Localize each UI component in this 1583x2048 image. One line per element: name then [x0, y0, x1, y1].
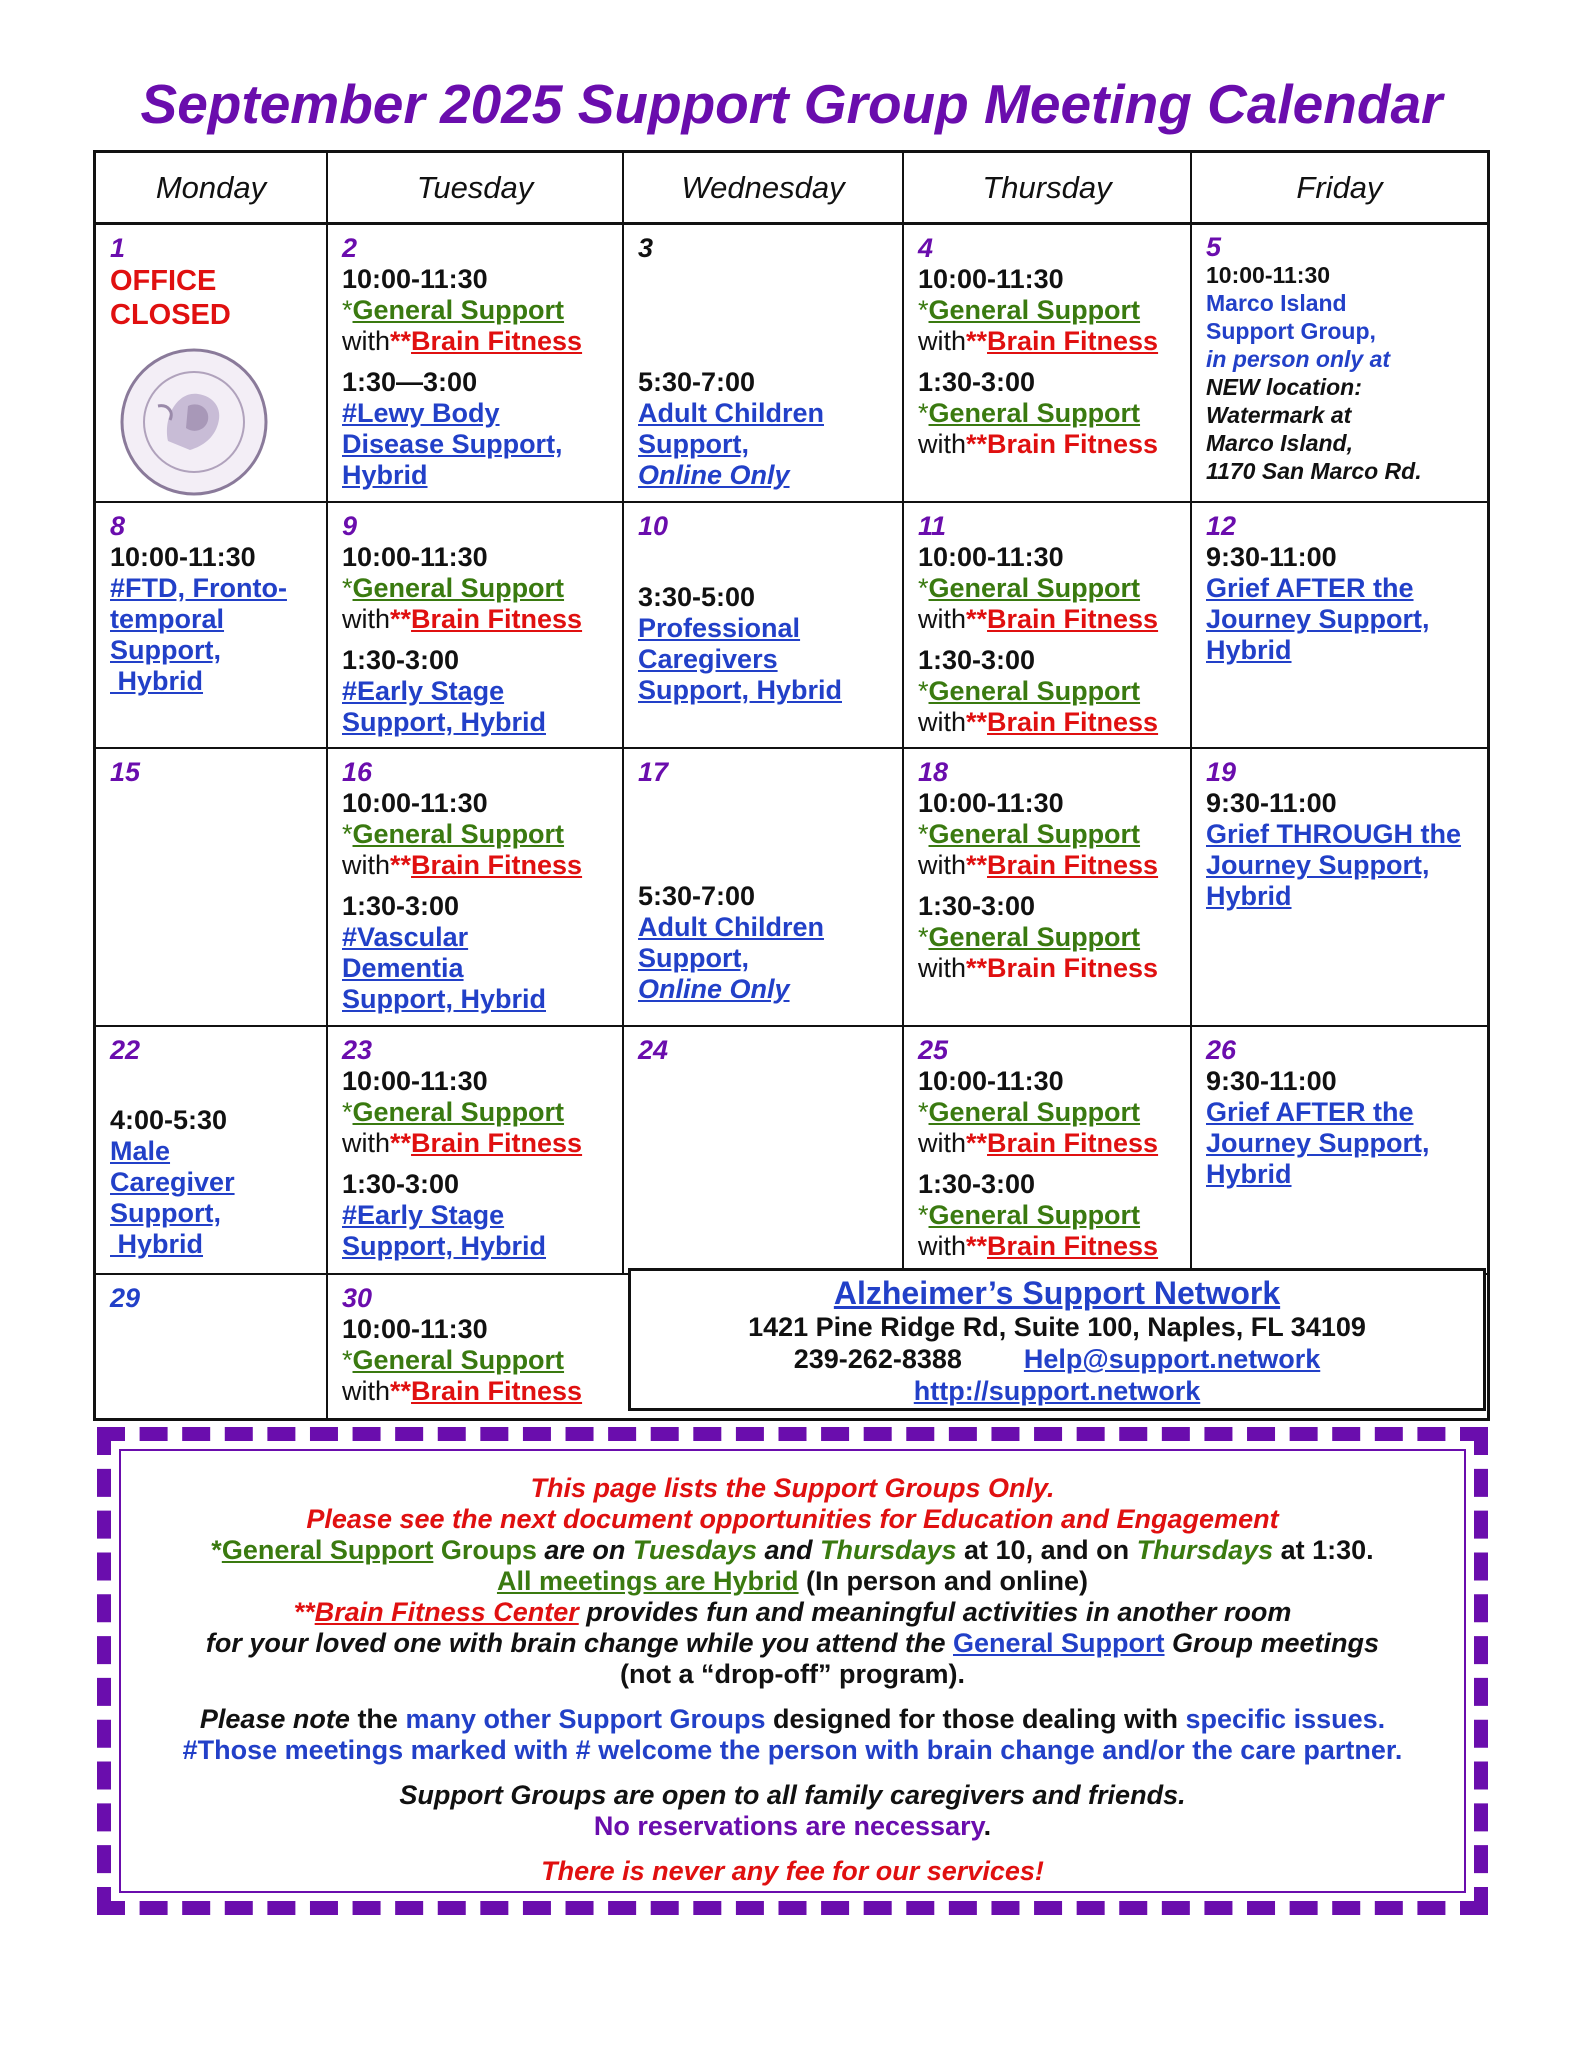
- bf-prefix: **: [966, 1231, 988, 1261]
- website-link[interactable]: http://support.network: [913, 1376, 1201, 1406]
- notes-text: Thursdays: [819, 1535, 957, 1565]
- organization-link[interactable]: Alzheimer’s Support Network: [833, 1275, 1281, 1311]
- day-cell: [328, 749, 624, 1025]
- general-support-link[interactable]: General Support: [352, 295, 565, 325]
- day-cell: [624, 1027, 904, 1273]
- general-prefix: *: [342, 1097, 353, 1127]
- day-number: 18: [918, 757, 949, 787]
- meeting-time: 10:00-11:30: [342, 264, 488, 294]
- day-number: 17: [638, 757, 669, 787]
- general-support-line: [918, 398, 1176, 429]
- phone-text: 239-262-8388: [793, 1344, 962, 1374]
- brain-fitness-link[interactable]: Brain Fitness: [987, 326, 1159, 356]
- adult-children-link[interactable]: Adult Children: [638, 398, 824, 428]
- day-cell: [328, 1027, 624, 1273]
- meeting-time: 1:30-3:00: [342, 891, 460, 921]
- adult-children-link[interactable]: Online Only: [638, 974, 790, 1004]
- meeting-time: 1:30-3:00: [918, 367, 1036, 397]
- general-prefix: *: [918, 819, 929, 849]
- notes-line: #Those meetings marked with # welcome the person with brain change and/or the care partner.: [182, 1735, 1403, 1765]
- day-number: 19: [1206, 757, 1237, 787]
- notes-text: specific issues.: [1185, 1704, 1386, 1734]
- brain-fitness-link[interactable]: Brain Fitness: [987, 1231, 1159, 1261]
- bf-prefix: **: [966, 429, 988, 459]
- day-cell: [328, 225, 624, 501]
- meeting-time: 10:00-11:30: [342, 542, 488, 572]
- notes-text: Group meetings: [1164, 1628, 1380, 1658]
- notes-text: (In person and online): [798, 1566, 1089, 1596]
- contact-info-box: [628, 1268, 1486, 1411]
- location-text: Watermark at: [1206, 402, 1352, 428]
- brain-fitness-line: [342, 604, 608, 635]
- brain-fitness-line: [918, 850, 1176, 881]
- general-prefix: *: [342, 1345, 353, 1375]
- with-text: with: [918, 1128, 967, 1158]
- general-support-link[interactable]: General Support: [352, 573, 565, 603]
- bf-prefix: **: [390, 326, 412, 356]
- meeting-time: 1:30-3:00: [918, 1169, 1036, 1199]
- address-text: 1421 Pine Ridge Rd, Suite 100, Naples, FL 34109: [748, 1312, 1366, 1342]
- notes-box: [97, 1427, 1488, 1915]
- grief-after-link[interactable]: Hybrid: [1206, 1159, 1292, 1189]
- meeting-time: 10:00-11:30: [918, 1066, 1064, 1096]
- header-tuesday: Tuesday: [328, 153, 624, 222]
- day-number: 26: [1206, 1035, 1237, 1065]
- brain-fitness-link[interactable]: Brain Fitness: [987, 707, 1159, 737]
- notes-text: are on: [544, 1535, 633, 1565]
- day-cell: [1192, 749, 1487, 1025]
- general-prefix: *: [918, 1200, 929, 1230]
- day-cell: [328, 1275, 624, 1418]
- with-text: with: [918, 850, 967, 880]
- notes-line: [121, 1811, 1464, 1842]
- header-monday: Monday: [96, 153, 328, 222]
- bf-prefix: **: [966, 604, 988, 634]
- general-support-link[interactable]: General Support: [352, 1097, 565, 1127]
- location-text: 1170 San Marco Rd.: [1206, 458, 1422, 484]
- bf-prefix: **: [966, 1128, 988, 1158]
- brain-fitness-line: [918, 1231, 1176, 1262]
- brain-fitness-line: [918, 326, 1176, 357]
- early-stage-link[interactable]: Support, Hybrid: [342, 1231, 546, 1261]
- general-support-link[interactable]: General Support: [928, 1097, 1141, 1127]
- day-cell: [904, 749, 1192, 1025]
- notes-line: Support Groups are open to all family caregivers and friends.: [399, 1780, 1186, 1810]
- brain-fitness-link[interactable]: Brain Fitness: [411, 326, 583, 356]
- day-number: 10: [638, 511, 669, 541]
- email-link[interactable]: Help@support.network: [1023, 1344, 1321, 1374]
- calendar-grid: [93, 150, 1490, 1421]
- notes-line: [121, 1535, 1464, 1566]
- notes-content: [119, 1449, 1466, 1893]
- with-text: with: [918, 1231, 967, 1261]
- marco-island-text: Marco Island: [1206, 290, 1347, 316]
- meeting-time: 10:00-11:30: [342, 1314, 488, 1344]
- day-number: 9: [342, 511, 358, 541]
- week-row: [96, 749, 1487, 1027]
- general-support-line: [918, 573, 1176, 604]
- notes-line: [121, 1704, 1464, 1735]
- with-text: with: [918, 707, 967, 737]
- day-cell: [96, 225, 328, 501]
- bf-prefix: **: [966, 850, 988, 880]
- star-prefix: *: [211, 1535, 222, 1565]
- header-friday: Friday: [1296, 169, 1383, 205]
- with-text: with: [342, 1128, 391, 1158]
- day-number: 30: [342, 1283, 373, 1313]
- brain-fitness-center-link[interactable]: Brain Fitness Center: [314, 1597, 579, 1627]
- day-number: 4: [918, 233, 934, 263]
- general-prefix: *: [342, 819, 353, 849]
- meeting-time: 10:00-11:30: [110, 542, 256, 572]
- general-prefix: *: [918, 573, 929, 603]
- brain-fitness-line: [918, 429, 1176, 460]
- vascular-dementia-link[interactable]: Dementia: [342, 953, 464, 983]
- grief-through-link[interactable]: Hybrid: [1206, 881, 1292, 911]
- general-support-line: [342, 573, 608, 604]
- brain-fitness-line: [342, 1376, 610, 1407]
- notes-text: for your loved one with brain change while you attend the: [205, 1628, 953, 1658]
- notes-text: Please note: [199, 1704, 350, 1734]
- notes-line: (not a “drop-off” program).: [620, 1659, 965, 1689]
- location-text: Marco Island,: [1206, 430, 1353, 456]
- brain-fitness-link[interactable]: Brain Fitness: [987, 850, 1159, 880]
- ftd-support-link[interactable]: #FTD, Fronto-: [110, 573, 287, 603]
- general-prefix: *: [918, 295, 929, 325]
- general-support-link[interactable]: General Support: [928, 1200, 1141, 1230]
- with-text: with: [342, 850, 391, 880]
- day-cell: [904, 225, 1192, 501]
- notes-text: Groups: [433, 1535, 545, 1565]
- grief-after-link[interactable]: Grief AFTER the: [1206, 1097, 1414, 1127]
- office-closed-text: CLOSED: [110, 299, 231, 331]
- notes-line: Please see the next document opportunities for Education and Engagement: [306, 1504, 1279, 1534]
- star-prefix: **: [293, 1597, 315, 1627]
- brain-fitness-line: [918, 1128, 1176, 1159]
- notes-text: at 1:30.: [1273, 1535, 1374, 1565]
- bf-prefix: **: [966, 707, 988, 737]
- general-support-link[interactable]: General Support: [953, 1628, 1165, 1658]
- general-support-link[interactable]: General Support: [928, 676, 1141, 706]
- day-cell: [624, 503, 904, 747]
- notes-text: many other Support Groups: [405, 1704, 766, 1734]
- day-cell: [1192, 503, 1487, 747]
- day-cell: [328, 503, 624, 747]
- meeting-time: 1:30-3:00: [342, 645, 460, 675]
- page-title: September 2025 Support Group Meeting Calendar: [140, 73, 1443, 135]
- bf-prefix: **: [966, 953, 988, 983]
- general-support-link[interactable]: General Support: [352, 1345, 565, 1375]
- notes-text: Thursdays: [1136, 1535, 1274, 1565]
- general-support-line: [918, 295, 1176, 326]
- vascular-dementia-link[interactable]: #Vascular: [342, 922, 469, 952]
- brain-fitness-line: [342, 850, 608, 881]
- bf-prefix: **: [390, 850, 412, 880]
- grief-after-link[interactable]: Hybrid: [1206, 635, 1292, 665]
- male-caregiver-link[interactable]: Support,: [110, 1198, 221, 1228]
- notes-line: [121, 1597, 1464, 1628]
- day-number: 12: [1206, 511, 1237, 541]
- day-cell: [96, 1275, 328, 1418]
- notes-text: designed for those dealing with: [765, 1704, 1186, 1734]
- brain-fitness-line: [342, 326, 608, 357]
- meeting-time: 10:00-11:30: [918, 542, 1064, 572]
- notes-text: the: [349, 1704, 406, 1734]
- bf-prefix: **: [390, 1376, 412, 1406]
- day-cell: [624, 225, 904, 501]
- brain-fitness-link[interactable]: Brain Fitness: [411, 1128, 583, 1158]
- office-closed-text: OFFICE: [110, 265, 217, 297]
- lewy-body-link[interactable]: #Lewy Body: [342, 398, 500, 428]
- brain-fitness-line: [918, 953, 1176, 984]
- marco-island-text: Support Group,: [1206, 318, 1376, 344]
- general-support-link[interactable]: General Support: [928, 295, 1141, 325]
- day-number: 5: [1206, 232, 1222, 262]
- meeting-time: 1:30-3:00: [918, 645, 1036, 675]
- general-prefix: *: [918, 398, 929, 428]
- general-prefix: *: [918, 676, 929, 706]
- grief-through-link[interactable]: Journey Support,: [1206, 850, 1430, 880]
- grief-after-link[interactable]: Grief AFTER the: [1206, 573, 1414, 603]
- male-caregiver-link[interactable]: Hybrid: [110, 1229, 204, 1259]
- brain-fitness-link[interactable]: Brain Fitness: [987, 604, 1159, 634]
- marco-island-text: in person only at: [1206, 346, 1391, 372]
- general-support-line: [918, 1200, 1176, 1231]
- meeting-time: 10:00-11:30: [342, 788, 488, 818]
- day-cell: [904, 1027, 1192, 1273]
- day-number: 1: [110, 233, 126, 263]
- brain-fitness-text: Brain Fitness: [987, 953, 1159, 983]
- meeting-time: 9:30-11:00: [1206, 1066, 1337, 1096]
- day-number: 25: [918, 1035, 949, 1065]
- notes-text: provides fun and meaningful activities in another room: [578, 1597, 1292, 1627]
- notes-line: [121, 1628, 1464, 1659]
- organization-logo: [118, 346, 270, 498]
- day-number: 2: [342, 233, 358, 263]
- week-row: [96, 1027, 1487, 1275]
- meeting-time: 3:30-5:00: [638, 582, 756, 612]
- notes-line: [121, 1566, 1464, 1597]
- general-support-link[interactable]: General Support: [221, 1535, 434, 1565]
- day-number: 15: [110, 757, 141, 787]
- notes-line: This page lists the Support Groups Only.: [530, 1473, 1055, 1503]
- day-number: 24: [638, 1035, 669, 1065]
- meeting-time: 10:00-11:30: [918, 264, 1064, 294]
- day-number: 11: [918, 511, 947, 541]
- day-cell: [624, 749, 904, 1025]
- notes-text: .: [983, 1811, 992, 1841]
- brain-fitness-link[interactable]: Brain Fitness: [411, 850, 583, 880]
- bf-prefix: **: [966, 326, 988, 356]
- day-cell: [96, 503, 328, 747]
- brain-fitness-text: Brain Fitness: [987, 429, 1159, 459]
- adult-children-link[interactable]: Support,: [638, 429, 749, 459]
- general-support-line: [918, 922, 1176, 953]
- notes-text: Tuesdays: [632, 1535, 757, 1565]
- day-number: 8: [110, 511, 126, 541]
- with-text: with: [918, 326, 967, 356]
- professional-caregivers-link[interactable]: Caregivers: [638, 644, 778, 674]
- hybrid-link[interactable]: All meetings are Hybrid: [496, 1566, 799, 1596]
- meeting-time: 5:30-7:00: [638, 367, 756, 397]
- general-support-line: [342, 819, 608, 850]
- header-thursday: Thursday: [904, 153, 1192, 222]
- meeting-time: 1:30-3:00: [918, 891, 1036, 921]
- brain-fitness-link[interactable]: Brain Fitness: [987, 1128, 1159, 1158]
- meeting-time: 10:00-11:30: [342, 1066, 488, 1096]
- notes-text: No reservations are necessary: [593, 1811, 984, 1841]
- calendar-header-row: [96, 153, 1487, 225]
- general-prefix: *: [918, 922, 929, 952]
- general-support-link[interactable]: General Support: [928, 819, 1141, 849]
- grief-through-link[interactable]: Grief THROUGH the: [1206, 819, 1462, 849]
- general-prefix: *: [342, 295, 353, 325]
- with-text: with: [342, 1376, 391, 1406]
- with-text: with: [918, 953, 967, 983]
- early-stage-link[interactable]: Support, Hybrid: [342, 707, 546, 737]
- day-cell: [96, 1027, 328, 1273]
- notes-text: and: [756, 1535, 820, 1565]
- general-support-link[interactable]: General Support: [928, 573, 1141, 603]
- with-text: with: [342, 326, 391, 356]
- day-number: 3: [638, 233, 654, 263]
- professional-caregivers-link[interactable]: Support, Hybrid: [638, 675, 842, 705]
- contact-line: [631, 1343, 1483, 1375]
- ftd-support-link[interactable]: Hybrid: [110, 666, 204, 696]
- general-support-link[interactable]: General Support: [928, 398, 1141, 428]
- general-prefix: *: [342, 573, 353, 603]
- day-number: 22: [110, 1035, 141, 1065]
- meeting-time: 1:30—3:00: [342, 367, 478, 397]
- day-cell: [96, 749, 328, 1025]
- week-row: [96, 503, 1487, 749]
- general-support-line: [342, 1345, 610, 1376]
- day-number: 23: [342, 1035, 373, 1065]
- early-stage-link[interactable]: #Early Stage: [342, 676, 505, 706]
- meeting-time: 10:00-11:30: [918, 788, 1064, 818]
- meeting-time: 1:30-3:00: [342, 1169, 460, 1199]
- brain-fitness-line: [918, 604, 1176, 635]
- day-number: 29: [110, 1283, 141, 1313]
- adult-children-link[interactable]: Online Only: [638, 460, 790, 490]
- grief-after-link[interactable]: Journey Support,: [1206, 1128, 1430, 1158]
- male-caregiver-link[interactable]: Male: [110, 1136, 171, 1166]
- brain-fitness-line: [918, 707, 1176, 738]
- week-row: [96, 225, 1487, 503]
- header-wednesday: Wednesday: [624, 153, 904, 222]
- with-text: with: [918, 604, 967, 634]
- ftd-support-link[interactable]: Support,: [110, 635, 221, 665]
- vascular-dementia-link[interactable]: Support, Hybrid: [342, 984, 546, 1014]
- general-support-line: [342, 295, 608, 326]
- general-support-line: [918, 819, 1176, 850]
- day-number: 16: [342, 757, 373, 787]
- general-support-link[interactable]: General Support: [928, 922, 1141, 952]
- general-support-line: [918, 1097, 1176, 1128]
- notes-line: There is never any fee for our services!: [541, 1856, 1044, 1886]
- meeting-time: 10:00-11:30: [1206, 262, 1331, 288]
- general-support-line: [918, 676, 1176, 707]
- meeting-time: 9:30-11:00: [1206, 788, 1337, 818]
- with-text: with: [342, 604, 391, 634]
- bf-prefix: **: [390, 604, 412, 634]
- brain-fitness-link[interactable]: Brain Fitness: [411, 1376, 583, 1406]
- general-support-link[interactable]: General Support: [352, 819, 565, 849]
- early-stage-link[interactable]: #Early Stage: [342, 1200, 505, 1230]
- lewy-body-link[interactable]: Disease Support,: [342, 429, 563, 459]
- general-support-line: [342, 1097, 608, 1128]
- meeting-time: 9:30-11:00: [1206, 542, 1337, 572]
- general-prefix: *: [918, 1097, 929, 1127]
- adult-children-link[interactable]: Adult Children: [638, 912, 824, 942]
- ftd-support-link[interactable]: temporal: [110, 604, 225, 634]
- bf-prefix: **: [390, 1128, 412, 1158]
- grief-after-link[interactable]: Journey Support,: [1206, 604, 1430, 634]
- adult-children-link[interactable]: Support,: [638, 943, 749, 973]
- with-text: with: [918, 429, 967, 459]
- meeting-time: 5:30-7:00: [638, 881, 756, 911]
- meeting-time: 4:00-5:30: [110, 1105, 228, 1135]
- day-cell: [904, 503, 1192, 747]
- professional-caregivers-link[interactable]: Professional: [638, 613, 801, 643]
- notes-text: at 10, and on: [956, 1535, 1137, 1565]
- location-text: NEW location:: [1206, 374, 1362, 400]
- brain-fitness-link[interactable]: Brain Fitness: [411, 604, 583, 634]
- day-cell: [1192, 1027, 1487, 1273]
- brain-fitness-line: [342, 1128, 608, 1159]
- male-caregiver-link[interactable]: Caregiver: [110, 1167, 235, 1197]
- day-cell: [1192, 225, 1487, 501]
- lewy-body-link[interactable]: Hybrid: [342, 460, 428, 490]
